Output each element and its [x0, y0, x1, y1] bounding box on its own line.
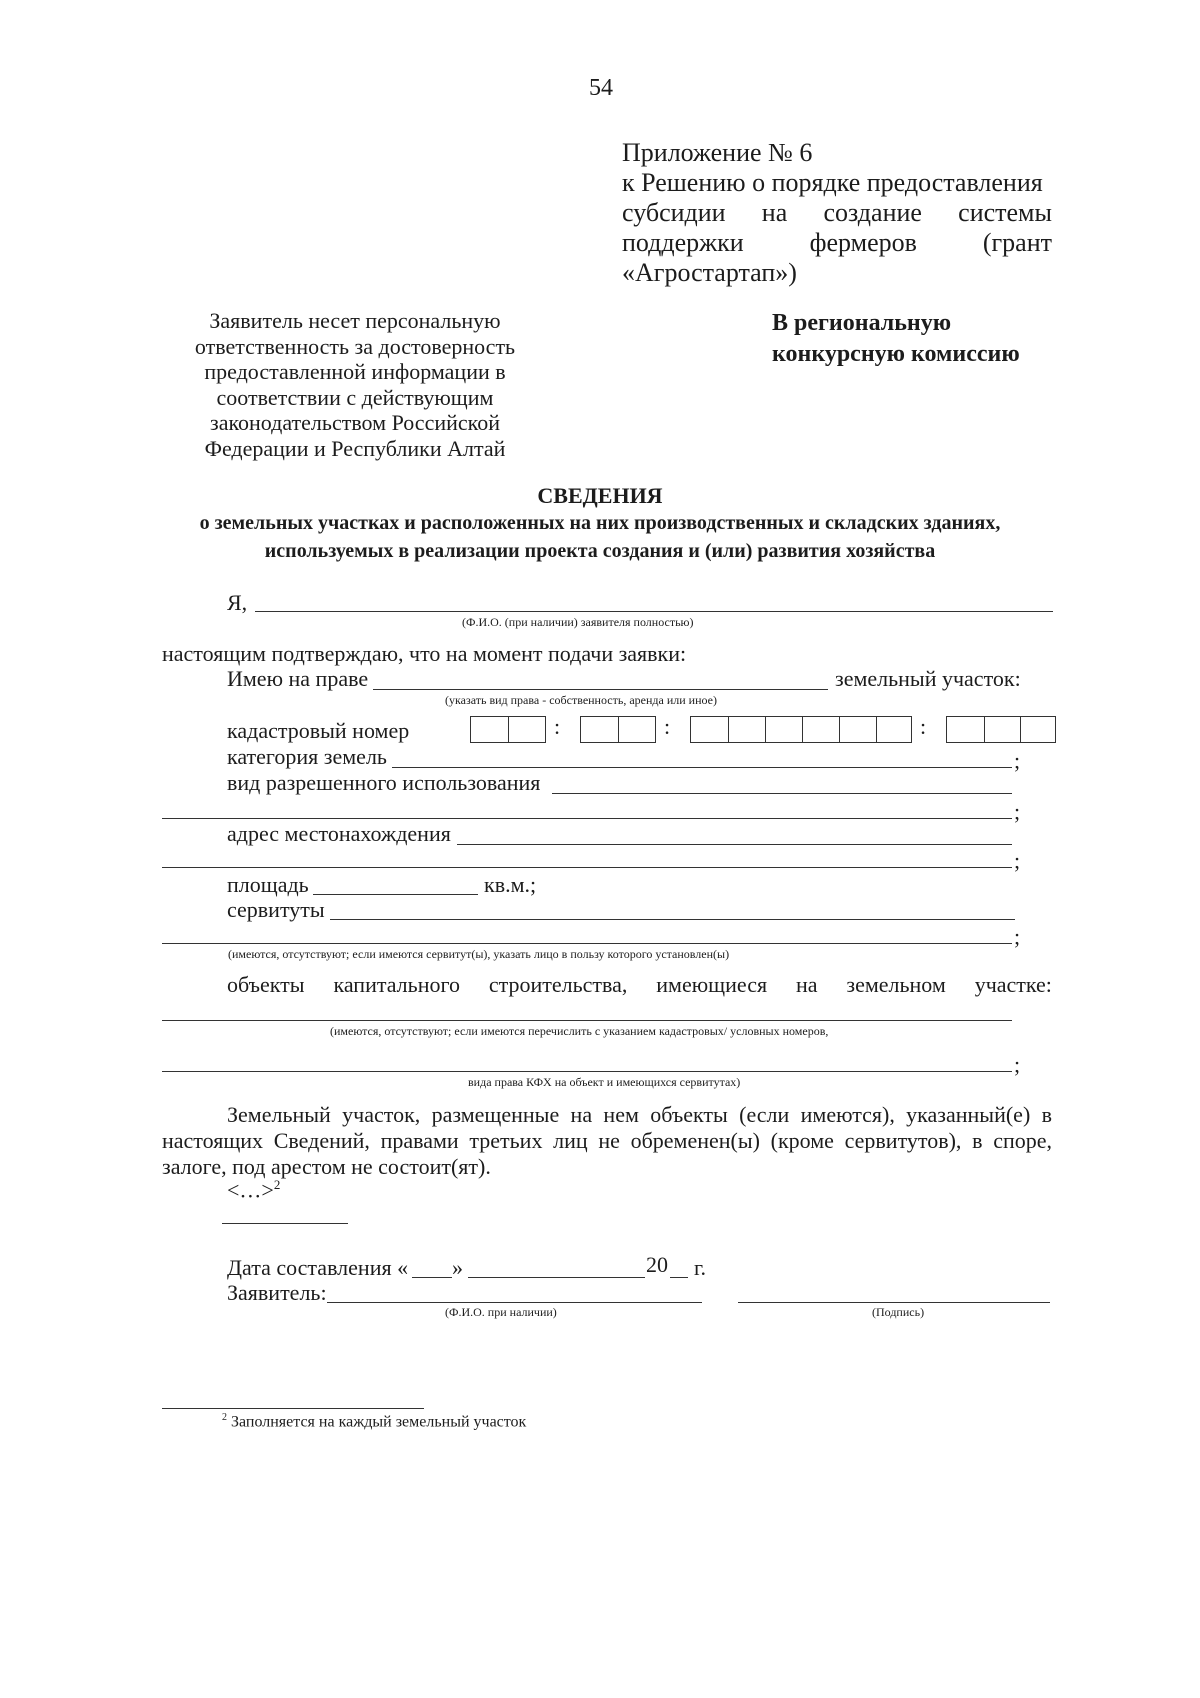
recipient [772, 308, 1020, 370]
address-label: адрес местонахождения [227, 821, 451, 846]
servitude-label: сервитуты [227, 897, 325, 922]
footnote-text: Заполняется на каждый земельный участок [231, 1413, 527, 1431]
date-close-quote: » [452, 1255, 463, 1280]
objects-word: земельном [846, 972, 946, 997]
footnote-separator [162, 1408, 424, 1409]
cadastral-colon: : [554, 714, 561, 739]
objects-word: имеющиеся [656, 972, 768, 997]
appendix-line-1: к Решению о порядке предоставления [622, 168, 1043, 197]
address-field[interactable] [457, 844, 1012, 845]
objects-word: на [795, 972, 818, 997]
cadastral-colon: : [920, 714, 927, 739]
objects-word: участке: [974, 972, 1052, 997]
appendix-word: субсидии [622, 198, 726, 227]
appendix-word: создание [823, 198, 922, 227]
permitted-use-field[interactable] [552, 793, 1012, 794]
appendix-line-3 [622, 228, 1052, 258]
omission-text: <…> [227, 1177, 274, 1203]
footnote-number: 2 [222, 1412, 227, 1423]
category-field[interactable] [392, 767, 1012, 768]
applicant-label: Заявитель: [227, 1280, 327, 1305]
page-number: 54 [589, 75, 613, 101]
disclaimer-line: соответствии с действующим [216, 384, 494, 410]
recipient-line: конкурсную комиссию [772, 341, 1020, 367]
cadastral-label: кадастровый номер [227, 718, 410, 743]
objects-label [227, 972, 1052, 998]
servitude-hint: (имеются, отсутствуют; если имеются сервитут(ы), указать лицо в пользу которого установлен(ы) [228, 947, 730, 961]
appendix-word: системы [958, 198, 1052, 227]
permitted-use-field-2[interactable] [162, 818, 1012, 819]
date-label: Дата составления « [227, 1255, 409, 1280]
year-prefix: 20 [646, 1252, 668, 1277]
area-field[interactable] [313, 894, 478, 895]
recipient-line: В региональную [772, 310, 952, 336]
applicant-name-field[interactable] [327, 1302, 702, 1303]
appendix-title: Приложение № 6 [622, 138, 813, 167]
signature-field[interactable] [738, 1302, 1050, 1303]
objects-hint-2: вида права КФХ на объект и имеющихся сервитутах) [468, 1075, 741, 1089]
semicolon: ; [1014, 799, 1021, 824]
disclaimer-line: предоставленной информации в [204, 359, 506, 384]
semicolon: ; [1014, 924, 1021, 949]
fio-field[interactable] [255, 611, 1053, 612]
appendix-word: (грант [982, 228, 1052, 257]
permitted-use-label: вид разрешенного использования [227, 770, 541, 795]
servitude-field[interactable] [330, 919, 1015, 920]
appendix-word: поддержки [622, 228, 744, 257]
cadastral-box-group-4[interactable] [946, 716, 1056, 743]
servitude-field-2[interactable] [162, 943, 1012, 944]
cadastral-box-group-2[interactable] [580, 716, 656, 743]
disclaimer-line: Федерации и Республики Алтай [204, 435, 506, 461]
right-label: Имею на праве [227, 666, 369, 691]
document-subtitle-1: о земельных участках и расположенных на них производственных и складских зданиях, [199, 512, 1001, 534]
right-field[interactable] [373, 689, 828, 690]
semicolon: ; [1014, 1052, 1021, 1077]
cadastral-box-group-3[interactable] [690, 716, 912, 743]
cadastral-colon: : [664, 714, 671, 739]
disclaimer [185, 308, 525, 461]
semicolon: ; [1014, 748, 1021, 773]
objects-word: объекты [227, 972, 305, 997]
appendix-line-2 [622, 198, 1052, 228]
date-year-field[interactable] [670, 1277, 688, 1278]
date-day-field[interactable] [412, 1277, 452, 1278]
document-subtitle-2: используемых в реализации проекта создания и (или) развития хозяйства [264, 540, 936, 562]
separator-line [222, 1223, 348, 1224]
applicant-fio-hint: (Ф.И.О. при наличии) [445, 1305, 557, 1319]
cadastral-box-group-1[interactable] [470, 716, 546, 743]
statement-text: Земельный участок, размещенные на нем объекты (если имеются), указанный(е) в [227, 1102, 1052, 1127]
statement-line-1 [162, 1102, 1052, 1128]
statement-line-2: настоящих Сведений, правами третьих лиц не обременен(ы) (кроме сервитутов), в споре, [162, 1128, 1052, 1153]
plot-label: земельный участок: [835, 666, 1021, 691]
footnote-ref: 2 [273, 1177, 281, 1192]
right-hint: (указать вид права - собственность, аренда или иное) [445, 693, 717, 707]
objects-word: строительства, [488, 972, 628, 997]
appendix-line-4: «Агростартап») [622, 258, 797, 287]
signature-hint: (Подпись) [872, 1305, 925, 1319]
area-label: площадь [227, 872, 309, 897]
semicolon: ; [1014, 848, 1021, 873]
objects-field-2[interactable] [162, 1071, 1012, 1072]
objects-field[interactable] [162, 1020, 1012, 1021]
category-label: категория земель [227, 744, 387, 769]
disclaimer-line: Заявитель несет персональную [209, 308, 501, 333]
confirm-text: настоящим подтверждаю, что на момент подачи заявки: [162, 641, 687, 666]
appendix-word: на [761, 198, 788, 227]
date-month-field[interactable] [468, 1277, 645, 1278]
objects-hint-1: (имеются, отсутствуют; если имеются перечислить с указанием кадастровых/ условных номеров, [330, 1024, 829, 1038]
area-unit: кв.м.; [484, 872, 537, 897]
footnote [222, 1412, 526, 1431]
objects-word: капитального [333, 972, 460, 997]
year-suffix: г. [694, 1255, 707, 1280]
disclaimer-line: законодательством Российской [210, 410, 500, 435]
statement-line-3: залоге, под арестом не состоит(ят). [162, 1154, 491, 1179]
fio-hint: (Ф.И.О. (при наличии) заявителя полностью) [462, 615, 694, 629]
omission-mark [227, 1177, 280, 1203]
address-field-2[interactable] [162, 867, 1012, 868]
appendix-word: фермеров [809, 228, 917, 257]
disclaimer-line: ответственность за достоверность [194, 333, 516, 359]
i-label: Я, [227, 590, 248, 615]
document-title: СВЕДЕНИЯ [537, 483, 663, 508]
